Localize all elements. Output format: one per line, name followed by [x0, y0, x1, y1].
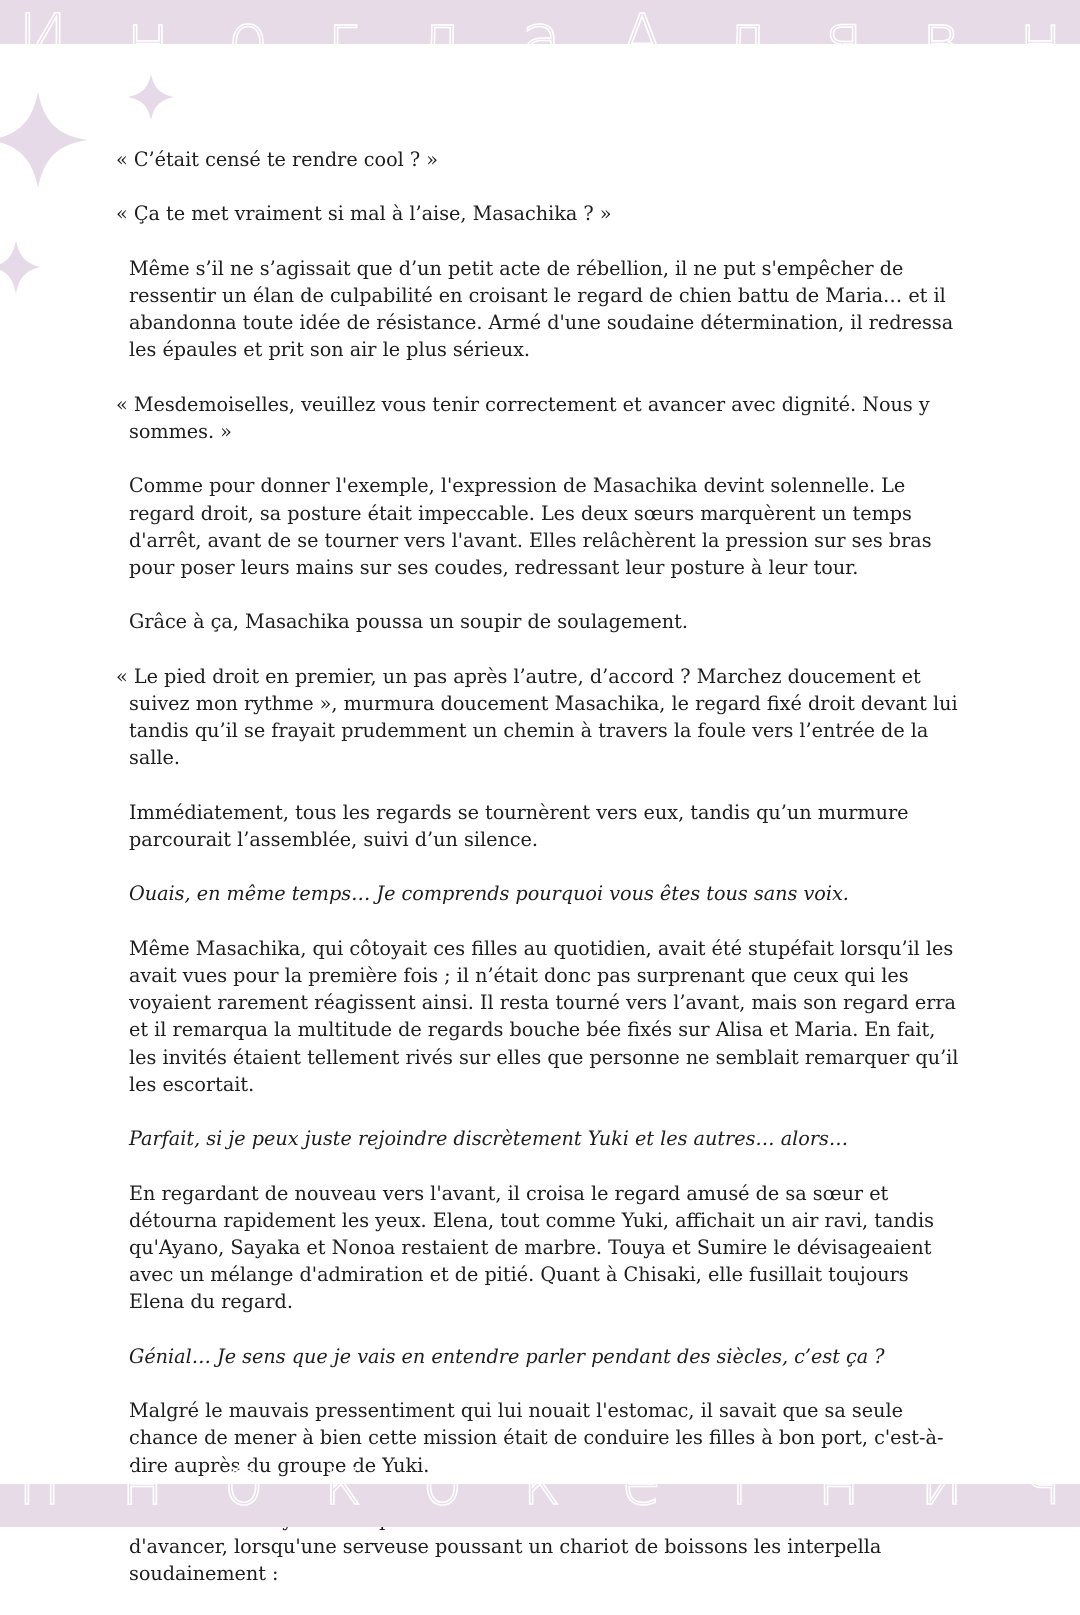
- footer-letter: и: [919, 1443, 964, 1520]
- header-letter: л: [723, 0, 766, 77]
- dialogue-line: « Mesdemoiselles, veuillez vous tenir correctement et avancer avec dignité. Nous y sommes. »: [116, 392, 930, 443]
- header-letter: А: [619, 0, 665, 77]
- header-letter: а: [520, 0, 562, 77]
- narration-paragraph: Immédiatement, tous les regards se tournèrent vers eux, tandis qu’un murmure parcourait l’assemblée, suivi d’un silence.: [129, 800, 909, 851]
- footer-letter: н: [120, 1443, 164, 1520]
- footer-letter: к: [323, 1443, 363, 1520]
- narration-paragraph: Malgré le mauvais pressentiment qui lui nouait l'estomac, il savait que sa seule chance de mener à bien cette mission était de conduire les filles à bon port, c'est-à-dire auprès du groupe de Yuki.: [129, 1399, 944, 1477]
- header-letter: И: [18, 0, 68, 77]
- page-body: [116, 146, 966, 1615]
- dialogue-line: « Ça te met vraiment si mal à l’aise, Masachika ? »: [116, 202, 612, 226]
- dialogue-line: « C’était censé te rendre cool ? »: [116, 148, 438, 171]
- footer-letters: [0, 1437, 1080, 1527]
- header-letter: г: [326, 0, 360, 77]
- edge-sparkle-icon: [0, 240, 40, 294]
- footer-letter: н: [817, 1443, 861, 1520]
- footer-letter: о: [422, 1443, 463, 1520]
- thought-line: Génial… Je sens que je vais en entendre parler pendant des siècles, c’est ça ?: [129, 1344, 885, 1368]
- footer-letter: ч: [1022, 1443, 1062, 1520]
- header-letter: я: [824, 0, 864, 77]
- header-letter: н: [1018, 0, 1062, 77]
- header-letter: в: [921, 0, 961, 77]
- footer-letter: п: [18, 1443, 62, 1520]
- header-letter: о: [227, 0, 269, 77]
- narration-paragraph: En regardant de nouveau vers l'avant, il croisa le regard amusé de sa sœur et détourna rapidement les yeux. Elena, tout comme Yuki, affichait un air ravi, tandis qu'Ayano, Sayaka et Nonoa restaient de marbre. Touya et Sumire le dévisageaient avec un mélange d'admiration et de pitié. Quant à Chisaki, elle fusillait toujours Elena du regard.: [129, 1181, 935, 1314]
- thought-line: Parfait, si je peux juste rejoindre discrètement Yuki et les autres… alors…: [129, 1127, 849, 1151]
- narration-paragraph: d'avancer, lorsqu'une serveuse poussant un chariot de boissons les interpella soudainement :: [129, 1535, 882, 1586]
- footer-letter: о: [223, 1443, 264, 1520]
- small-sparkle-icon: [128, 74, 174, 120]
- large-sparkle-icon: [0, 92, 88, 188]
- header-letter: д: [417, 0, 463, 77]
- narration-paragraph: Même s’il ne s’agissait que d’un petit acte de rébellion, il ne put s'empêcher de ressentir un élan de culpabilité en croisant le regard de chien battu de Maria… et il abandonna toute idée de résistance. Armé d'une soudaine détermination, il redressa les épaules et prit son air le plus sérieux.: [129, 256, 954, 362]
- footer-letter: т: [721, 1443, 758, 1520]
- narration-paragraph: Même Masachika, qui côtoyait ces filles au quotidien, avait été stupéfait lorsqu’il les avait vues pour la première fois ; il n’était donc pas surprenant que ceux qui les voyaient rarement réagissent ainsi. Il resta tourné vers l’avant, mais son regard erra et il remarqua la multitude de regards bouche bée fixés sur Alisa et Maria. En fait, les invités étaient tellement rivés sur elles que personne ne semblait remarquer qu’il les escortait.: [129, 936, 959, 1096]
- dialogue-line: « Le pied droit en premier, un pas après l’autre, d’accord ? Marchez doucement et suivez mon rythme », murmura doucement Masachika, le regard fixé droit devant lui tandis qu’il se frayait prudemment un chemin à travers la foule vers l’entrée de la salle.: [116, 664, 958, 770]
- thought-line: Ouais, en même temps… Je comprends pourquoi vous êtes tous sans voix.: [129, 882, 849, 906]
- header-letter: н: [126, 0, 170, 77]
- narration-paragraph: Comme pour donner l'exemple, l'expression de Masachika devint solennelle. Le regard droit, sa posture était impeccable. Les deux sœurs marquèrent un temps d'arrêt, avant de se tourner vers l'avant. Elles relâchèrent la pression sur ses bras pour poser leurs mains sur ses coudes, redressant leur posture à leur tour.: [129, 474, 932, 579]
- narration-paragraph: Grâce à ça, Masachika poussa un soupir de soulagement.: [129, 610, 688, 634]
- footer-letter: к: [522, 1443, 562, 1520]
- footer-letter: е: [621, 1443, 662, 1520]
